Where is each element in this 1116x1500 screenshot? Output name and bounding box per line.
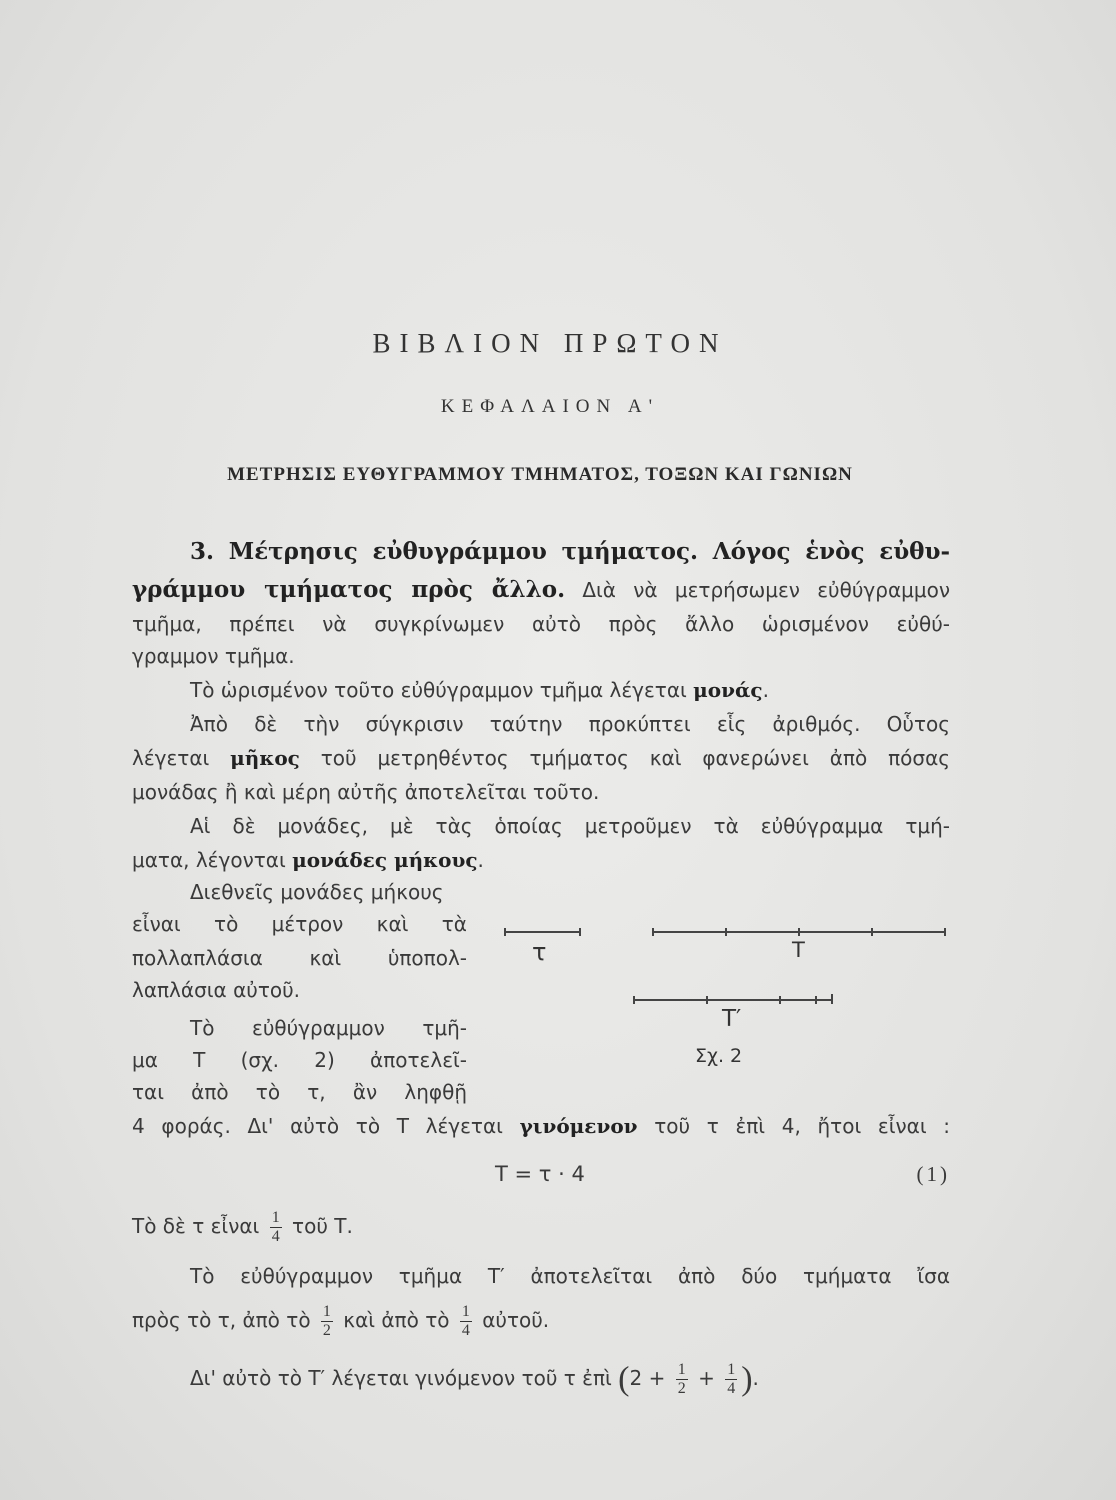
figure-label-tau: τ bbox=[532, 938, 547, 966]
para6-text-a: 4 φοράς. Δι' αὐτὸ τὸ Τ λέγεται bbox=[132, 1114, 520, 1138]
para3-text-b: τοῦ μετρηθέντος τμήματος καὶ φανερώνει ἀπὸ πόσας bbox=[299, 746, 950, 770]
para7-text-a: Τὸ δὲ τ εἶναι bbox=[132, 1214, 260, 1238]
term-two: 2 bbox=[629, 1366, 643, 1390]
section-3-heading: 3. Μέτρησις εὐθυγράμμου τμήματος. Λόγος ἑνὸς εὐθυ- bbox=[190, 538, 950, 565]
formula-1: Τ = τ · 4 bbox=[495, 1162, 585, 1186]
section-heading: ΜΕΤΡΗΣΙΣ ΕΥΘΥΓΡΑΜΜΟΥ ΤΜΗΜΑΤΟΣ, ΤΟΞΩΝ ΚΑΙ ΓΩΝΙΩΝ bbox=[227, 464, 853, 485]
chapter-title: ΚΕΦΑΛΑΙΟΝ Α' bbox=[440, 396, 660, 417]
fraction-denominator: 2 bbox=[677, 1380, 686, 1397]
figure-label-T: Τ bbox=[792, 938, 805, 962]
fraction-denominator: 4 bbox=[727, 1380, 736, 1397]
para6-line4 bbox=[132, 1106, 950, 1146]
para9-text: Δι' αὐτὸ τὸ Τ′ λέγεται γινόμενον τοῦ τ ἐπὶ bbox=[190, 1366, 612, 1390]
fraction-numerator: 1 bbox=[322, 1303, 331, 1320]
para8-line2 bbox=[132, 1300, 549, 1340]
para8-text-c: αὐτοῦ. bbox=[482, 1308, 550, 1332]
para9 bbox=[190, 1358, 759, 1398]
para1-line3: τμῆμα, πρέπει νὰ συγκρίνωμεν αὐτὸ πρὸς ἄλλο ὡρισμένον εὐθύ- bbox=[132, 612, 950, 636]
para6-line3: ται ἀπὸ τὸ τ, ἂν ληφθῇ bbox=[132, 1080, 467, 1104]
figure-caption: Σχ. 2 bbox=[695, 1045, 743, 1067]
para4-line1: Αἱ δὲ μονάδες, μὲ τὰς ὁποίας μετροῦμεν τὰ εὐθύγραμμα τμή- bbox=[190, 814, 950, 838]
para3-text-a: λέγεται bbox=[132, 746, 231, 770]
term-monas: μονάς bbox=[693, 678, 763, 702]
para6-line2: μα Τ (σχ. 2) ἀποτελεῖ- bbox=[132, 1048, 467, 1072]
para8-text-a: πρὸς τὸ τ, ἀπὸ τὸ bbox=[132, 1308, 311, 1332]
equation-number: (1) bbox=[916, 1162, 950, 1186]
fraction-numerator: 1 bbox=[677, 1361, 686, 1378]
fraction-numerator: 1 bbox=[727, 1361, 736, 1378]
para9-end: . bbox=[752, 1366, 759, 1390]
para1-line4: γραμμον τμῆμα. bbox=[132, 644, 295, 668]
section-3-heading-end: γράμμου τμήματος πρὸς ἄλλο. bbox=[132, 576, 566, 603]
para3-line1: Ἀπὸ δὲ τὴν σύγκρισιν ταύτην προκύπτει εἷς ἀριθμός. Οὗτος bbox=[190, 712, 950, 736]
figure-label-T-prime: Τ′ bbox=[722, 1006, 742, 1032]
para8-line1: Τὸ εὐθύγραμμον τμῆμα Τ′ ἀποτελεῖται ἀπὸ δύο τμήματα ἴσα bbox=[190, 1264, 950, 1288]
book-title: ΒΙΒΛΙΟΝ ΠΡΩΤΟΝ bbox=[372, 328, 728, 358]
plus-sign: + bbox=[698, 1366, 715, 1390]
para6-line1: Τὸ εὐθύγραμμον τμῆ- bbox=[190, 1016, 467, 1040]
para3-line3: μονάδας ἢ καὶ μέρη αὐτῆς ἀποτελεῖται τοῦτο. bbox=[132, 780, 600, 804]
para5-line4: λαπλάσια αὐτοῦ. bbox=[132, 978, 301, 1002]
fraction-denominator: 4 bbox=[271, 1228, 280, 1245]
plus-sign: + bbox=[648, 1366, 666, 1390]
fraction-one-half bbox=[676, 1361, 688, 1398]
close-paren: ) bbox=[741, 1360, 753, 1398]
term-ginomenon: γινόμενον bbox=[519, 1114, 638, 1138]
para2-end: . bbox=[762, 678, 769, 702]
para7 bbox=[132, 1206, 353, 1246]
fraction-numerator: 1 bbox=[271, 1209, 280, 1226]
para4-end: . bbox=[477, 848, 484, 872]
para5-line2: εἶναι τὸ μέτρον καὶ τὰ bbox=[132, 912, 467, 936]
fraction-one-quarter bbox=[270, 1209, 282, 1246]
open-paren: ( bbox=[618, 1360, 630, 1398]
para8-text-b: καὶ ἀπὸ τὸ bbox=[343, 1308, 450, 1332]
para4-text: ματα, λέγονται bbox=[132, 848, 293, 872]
term-mikos: μῆκος bbox=[230, 746, 300, 770]
fraction-denominator: 4 bbox=[461, 1322, 470, 1339]
para2-text: Τὸ ὡρισμένον τοῦτο εὐθύγραμμον τμῆμα λέγεται bbox=[190, 678, 694, 702]
fraction-denominator: 2 bbox=[322, 1322, 331, 1339]
fraction-one-quarter bbox=[460, 1303, 472, 1340]
fraction-one-half bbox=[321, 1303, 333, 1340]
fraction-numerator: 1 bbox=[461, 1303, 470, 1320]
para5-line1: Διεθνεῖς μονάδες μήκους bbox=[190, 880, 444, 904]
fraction-one-quarter bbox=[725, 1361, 737, 1398]
para-heading-line1 bbox=[190, 532, 950, 572]
para7-text-b: τοῦ Τ. bbox=[292, 1214, 353, 1238]
para1-text: Διὰ νὰ μετρήσωμεν εὐθύγραμμον bbox=[565, 578, 950, 602]
para6-text-b: τοῦ τ ἐπὶ 4, ἤτοι εἶναι : bbox=[637, 1114, 950, 1138]
para5-line3: πολλαπλάσια καὶ ὑποπολ- bbox=[132, 946, 467, 970]
term-monades-mikous: μονάδες μήκους bbox=[292, 848, 478, 872]
